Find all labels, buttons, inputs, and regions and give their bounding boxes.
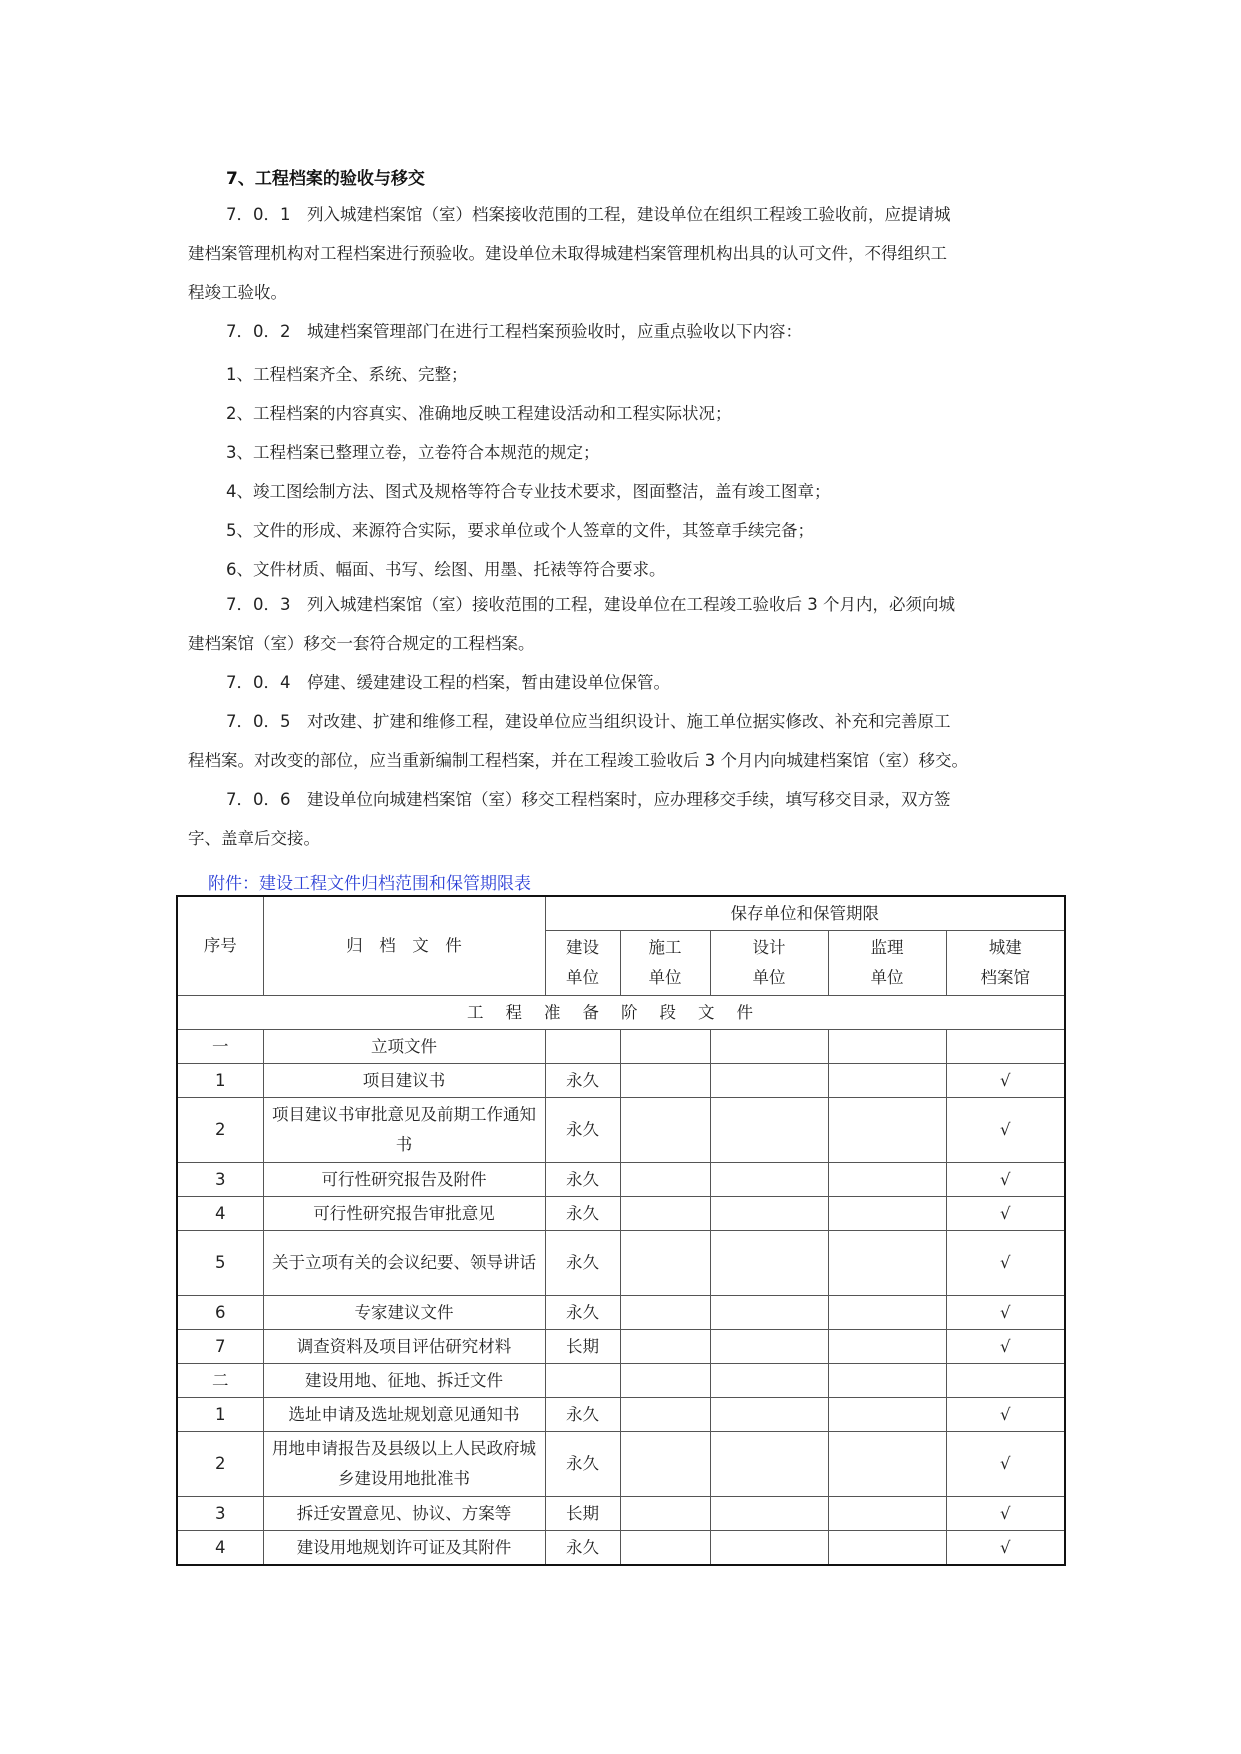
cell-jianli [828,1296,946,1330]
cell-document: 选址申请及选址规划意见通知书 [263,1398,545,1432]
table-row [177,1432,1065,1497]
clause-line: 程竣工验收。 [188,283,287,302]
list-item: 2、工程档案的内容真实、准确地反映工程建设活动和工程实际状况； [226,404,732,423]
cell-jianshe [545,1030,620,1064]
cell-jianli [828,1231,946,1296]
cell-seq: 2 [177,1098,263,1163]
archive-scope-table [176,895,1066,1566]
cell-jianli [828,1064,946,1098]
clause-line: 字、盖章后交接。 [188,829,320,848]
clause-line: 7．0．3 列入城建档案馆（室）接收范围的工程，建设单位在工程竣工验收后 3 个月内，必须向城 [226,595,955,614]
cell-shigong [620,1531,710,1566]
cell-jianshe: 永久 [545,1296,620,1330]
cell-sheji [710,1432,828,1497]
cell-archive [946,1030,1065,1064]
table-row [177,1497,1065,1531]
cell-sheji [710,1364,828,1398]
cell-shigong [620,1364,710,1398]
clause-line: 7．0．5 对改建、扩建和维修工程，建设单位应当组织设计、施工单位据实修改、补充和完善原工 [226,712,951,731]
cell-shigong [620,1231,710,1296]
cell-document: 项目建议书审批意见及前期工作通知书 [263,1098,545,1163]
cell-seq: 1 [177,1398,263,1432]
clause-7-0-3 [188,585,1056,663]
cell-sheji [710,1231,828,1296]
table-row [177,1030,1065,1064]
cell-jianli [828,1030,946,1064]
cell-document: 用地申请报告及县级以上人民政府城乡建设用地批准书 [263,1432,545,1497]
cell-sheji [710,1197,828,1231]
clause-7-0-6 [188,780,1056,858]
cell-shigong [620,1330,710,1364]
cell-jianshe: 永久 [545,1398,620,1432]
cell-jianshe: 长期 [545,1330,620,1364]
cell-sheji [710,1531,828,1566]
cell-archive: √ [946,1296,1065,1330]
cell-archive: √ [946,1330,1065,1364]
cell-jianshe: 永久 [545,1531,620,1566]
cell-archive: √ [946,1398,1065,1432]
cell-sheji [710,1497,828,1531]
clause-7-0-5 [188,702,1056,780]
cell-document: 关于立项有关的会议纪要、领导讲话 [263,1231,545,1296]
clause-line: 7．0．4 停建、缓建建设工程的档案，暂由建设单位保管。 [226,673,670,692]
cell-sheji [710,1398,828,1432]
section-row: 工程准备阶段文件 [177,996,1065,1030]
cell-jianli [828,1364,946,1398]
clause-7-0-2 [188,312,1056,351]
cell-sheji [710,1064,828,1098]
cell-sheji [710,1330,828,1364]
section-title: 7、工程档案的验收与移交 [226,169,425,189]
cell-jianshe: 永久 [545,1197,620,1231]
cell-shigong [620,1497,710,1531]
cell-jianli [828,1163,946,1197]
cell-document: 调查资料及项目评估研究材料 [263,1330,545,1364]
clause-line: 建档案管理机构对工程档案进行预验收。建设单位未取得城建档案管理机构出具的认可文件，不得组织工 [188,244,947,263]
cell-seq: 3 [177,1163,263,1197]
cell-seq: 2 [177,1432,263,1497]
list-item: 5、文件的形成、来源符合实际，要求单位或个人签章的文件，其签章手续完备； [226,521,814,540]
header-document: 归 档 文 件 [263,896,545,996]
cell-document: 专家建议文件 [263,1296,545,1330]
list-item: 3、工程档案已整理立卷，立卷符合本规范的规定； [226,443,600,462]
header-seq: 序号 [177,896,263,996]
table-row [177,1231,1065,1296]
list-item: 1、工程档案齐全、系统、完整； [226,365,468,384]
table-row [177,1531,1065,1566]
cell-archive: √ [946,1163,1065,1197]
cell-jianli [828,1432,946,1497]
cell-seq: 二 [177,1364,263,1398]
cell-seq: 5 [177,1231,263,1296]
cell-document: 立项文件 [263,1030,545,1064]
table-row [177,1197,1065,1231]
table-row [177,1330,1065,1364]
clause-line: 程档案。对改变的部位，应当重新编制工程档案，并在工程竣工验收后 3 个月内向城建档案馆（室）移交。 [188,751,968,770]
table-row [177,1398,1065,1432]
clause-line: 7．0．6 建设单位向城建档案馆（室）移交工程档案时，应办理移交手续，填写移交目录，双方签 [226,790,951,809]
cell-document: 建设用地规划许可证及其附件 [263,1531,545,1566]
cell-sheji [710,1296,828,1330]
list-item: 6、文件材质、幅面、书写、绘图、用墨、托裱等符合要求。 [226,560,666,579]
cell-jianli [828,1330,946,1364]
cell-shigong [620,1163,710,1197]
cell-archive: √ [946,1197,1065,1231]
cell-seq: 7 [177,1330,263,1364]
table-row [177,1098,1065,1163]
cell-shigong [620,1030,710,1064]
cell-jianshe: 永久 [545,1432,620,1497]
cell-jianshe: 永久 [545,1064,620,1098]
clause-line: 7．0．2 城建档案管理部门在进行工程档案预验收时，应重点验收以下内容： [226,322,802,341]
cell-archive: √ [946,1231,1065,1296]
header-unit-sheji: 设计 单位 [710,931,828,996]
cell-seq: 4 [177,1531,263,1566]
cell-archive: √ [946,1098,1065,1163]
cell-sheji [710,1163,828,1197]
cell-document: 可行性研究报告审批意见 [263,1197,545,1231]
cell-document: 可行性研究报告及附件 [263,1163,545,1197]
header-unit-jianli: 监理 单位 [828,931,946,996]
cell-archive: √ [946,1064,1065,1098]
table-row [177,1163,1065,1197]
cell-jianshe: 永久 [545,1231,620,1296]
cell-jianshe: 永久 [545,1163,620,1197]
cell-document: 拆迁安置意见、协议、方案等 [263,1497,545,1531]
cell-jianli [828,1531,946,1566]
cell-jianli [828,1497,946,1531]
cell-jianshe [545,1364,620,1398]
clause-7-0-4 [188,663,1056,702]
table-row [177,1296,1065,1330]
cell-archive: √ [946,1497,1065,1531]
cell-archive: √ [946,1531,1065,1566]
cell-sheji [710,1098,828,1163]
cell-shigong [620,1098,710,1163]
cell-seq: 6 [177,1296,263,1330]
table-row [177,1064,1065,1098]
cell-jianli [828,1098,946,1163]
header-unit-jianshe: 建设 单位 [545,931,620,996]
cell-jianli [828,1197,946,1231]
table-row [177,1364,1065,1398]
cell-document: 建设用地、征地、拆迁文件 [263,1364,545,1398]
cell-shigong [620,1064,710,1098]
cell-archive: √ [946,1432,1065,1497]
cell-shigong [620,1432,710,1497]
cell-seq: 一 [177,1030,263,1064]
cell-seq: 4 [177,1197,263,1231]
header-unit-shigong: 施工 单位 [620,931,710,996]
cell-jianli [828,1398,946,1432]
cell-shigong [620,1197,710,1231]
cell-jianshe: 长期 [545,1497,620,1531]
cell-document: 项目建议书 [263,1064,545,1098]
list-item: 4、竣工图绘制方法、图式及规格等符合专业技术要求，图面整洁，盖有竣工图章； [226,482,831,501]
cell-jianshe: 永久 [545,1098,620,1163]
cell-shigong [620,1398,710,1432]
header-unit-archive: 城建 档案馆 [946,931,1065,996]
cell-sheji [710,1030,828,1064]
clause-7-0-1 [188,195,1056,312]
attachment-title-link[interactable]: 附件：建设工程文件归档范围和保管期限表 [208,874,531,894]
header-storage-units: 保存单位和保管期限 [545,896,1065,931]
clause-line: 7．0．1 列入城建档案馆（室）档案接收范围的工程，建设单位在组织工程竣工验收前，应提请城 [226,205,951,224]
cell-seq: 1 [177,1064,263,1098]
cell-shigong [620,1296,710,1330]
cell-archive [946,1364,1065,1398]
clause-line: 建档案馆（室）移交一套符合规定的工程档案。 [188,634,535,653]
cell-seq: 3 [177,1497,263,1531]
